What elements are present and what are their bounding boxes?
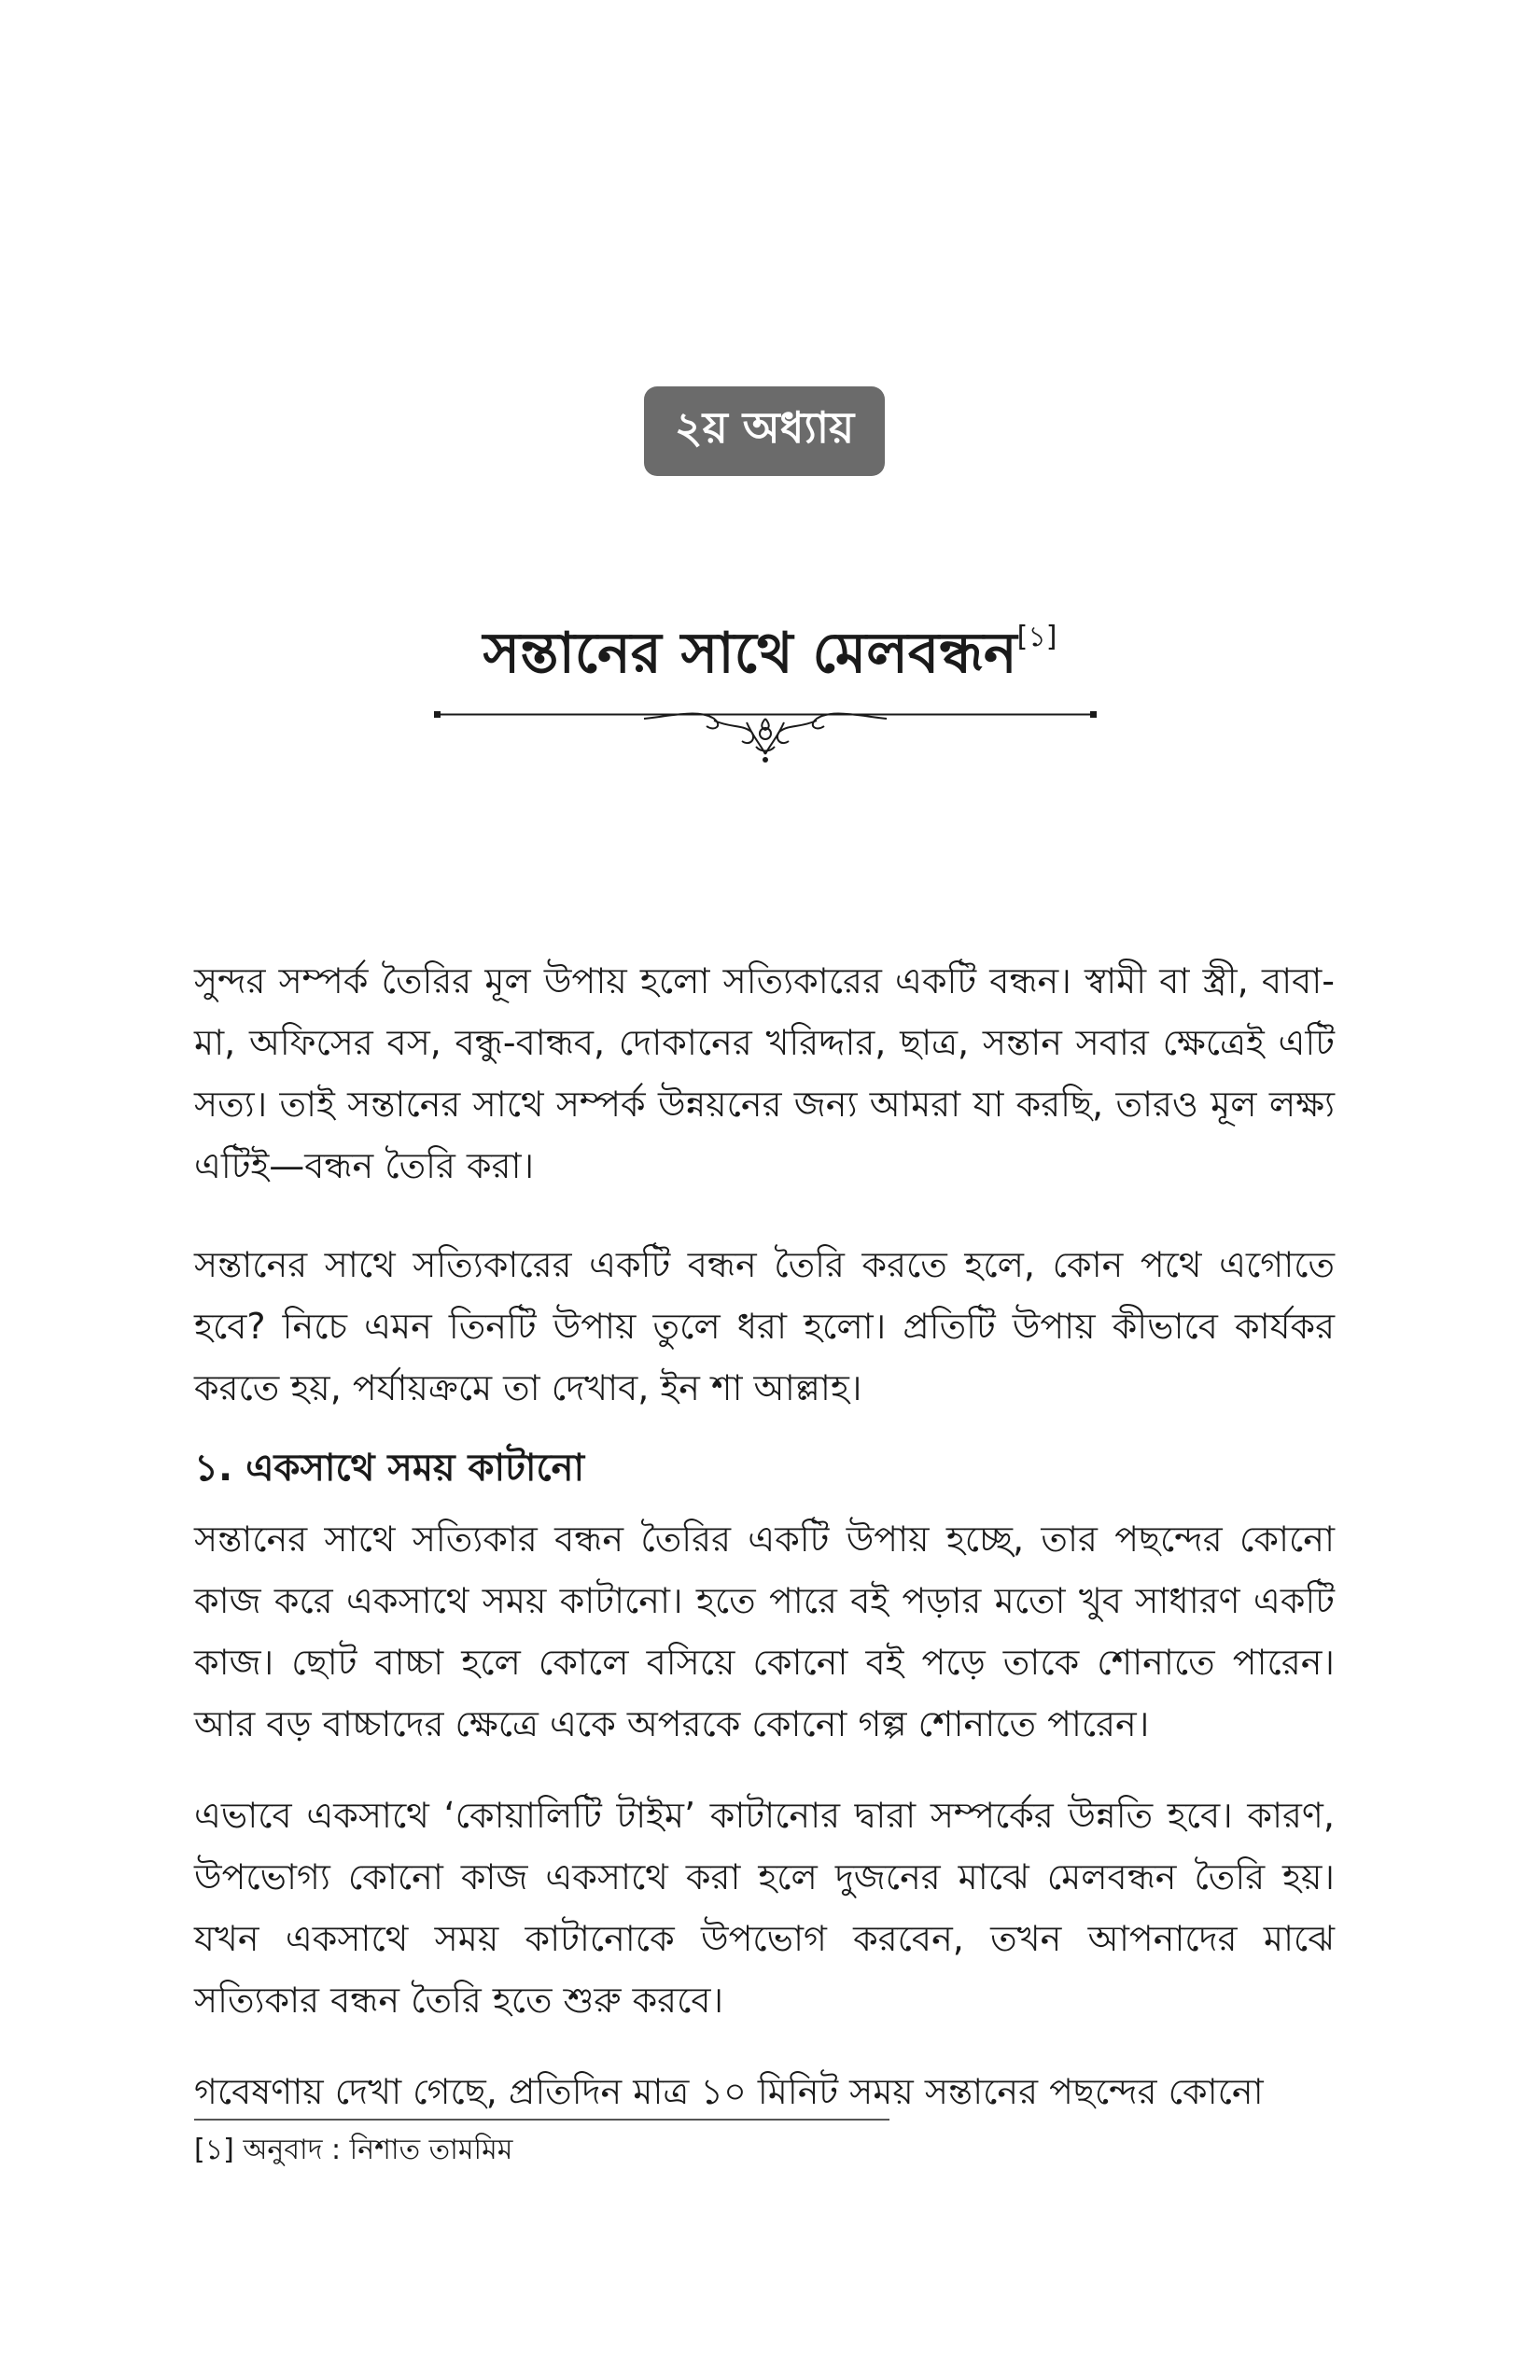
title-ornament-divider (434, 693, 1097, 767)
footnote (194, 2130, 512, 2171)
section-paragraph-2: এভাবে একসাথে ‘কোয়ালিটি টাইম’ কাটানোর দ্বারা সম্পর্কের উন্নতি হবে। কারণ, উপভোগ্য কোনো কাজ একসাথে করা হলে দুজনের মাঝে মেলবন্ধন তৈরি হয়। যখন একসাথে সময় কাটানোকে উপভোগ করবেন, তখন আপনাদের মাঝে সত্যিকার বন্ধন তৈরি হতে শুরু করবে। (194, 1795, 1335, 2021)
chapter-badge (644, 386, 885, 476)
footnote-marker: [১] (194, 2134, 234, 2166)
title-footnote-marker[interactable]: [১] (1016, 621, 1057, 653)
chapter-label: ২য় অধ্যায় (674, 402, 855, 453)
chapter-title (243, 616, 1297, 691)
intro-paragraph-2: সন্তানের সাথে সত্যিকারের একটি বন্ধন তৈরি করতে হলে, কোন পথে এগোতে হবে? নিচে এমন তিনটি উপায় তুলে ধরা হলো। প্রতিটি উপায় কীভাবে কার্যকর করতে হয়, পর্যায়ক্রমে তা দেখাব, ইন শা আল্লাহ। (194, 1244, 1335, 1408)
section-paragraph-3: গবেষণায় দেখা গেছে, প্রতিদিন মাত্র ১০ মিনিট সময় সন্তানের পছন্দের কোনো (194, 2071, 1264, 2112)
section-paragraph-1: সন্তানের সাথে সত্যিকার বন্ধন তৈরির একটি উপায় হচ্ছে, তার পছন্দের কোনো কাজ করে একসাথে সময় কাটানো। হতে পারে বই পড়ার মতো খুব সাধারণ একটি কাজ। ছোট বাচ্চা হলে কোলে বসিয়ে কোনো বই পড়ে তাকে শোনাতে পারেন। আর বড় বাচ্চাদের ক্ষেত্রে একে অপরকে কোনো গল্প শোনাতে পারেন। (194, 1519, 1335, 1744)
chapter-title-text: সন্তানের সাথে মেলবন্ধন (483, 621, 1017, 686)
footnote-text: অনুবাদ : নিশাত তামমিম (243, 2134, 513, 2166)
section-heading: ১. একসাথে সময় কাটানো (194, 1447, 585, 1490)
intro-paragraph-1: সুন্দর সম্পর্ক তৈরির মূল উপায় হলো সত্যিকারের একটি বন্ধন। স্বামী বা স্ত্রী, বাবা-মা, অফিসের বস, বন্ধু-বান্ধব, দোকানের খরিদ্দার, ছাত্র, সন্তান সবার ক্ষেত্রেই এটি সত্য। তাই সন্তানের সাথে সম্পর্ক উন্নয়নের জন্য আমরা যা করছি, তারও মূল লক্ষ্য এটিই—বন্ধন তৈরি করা। (194, 960, 1335, 1186)
footnote-divider (194, 2119, 889, 2121)
